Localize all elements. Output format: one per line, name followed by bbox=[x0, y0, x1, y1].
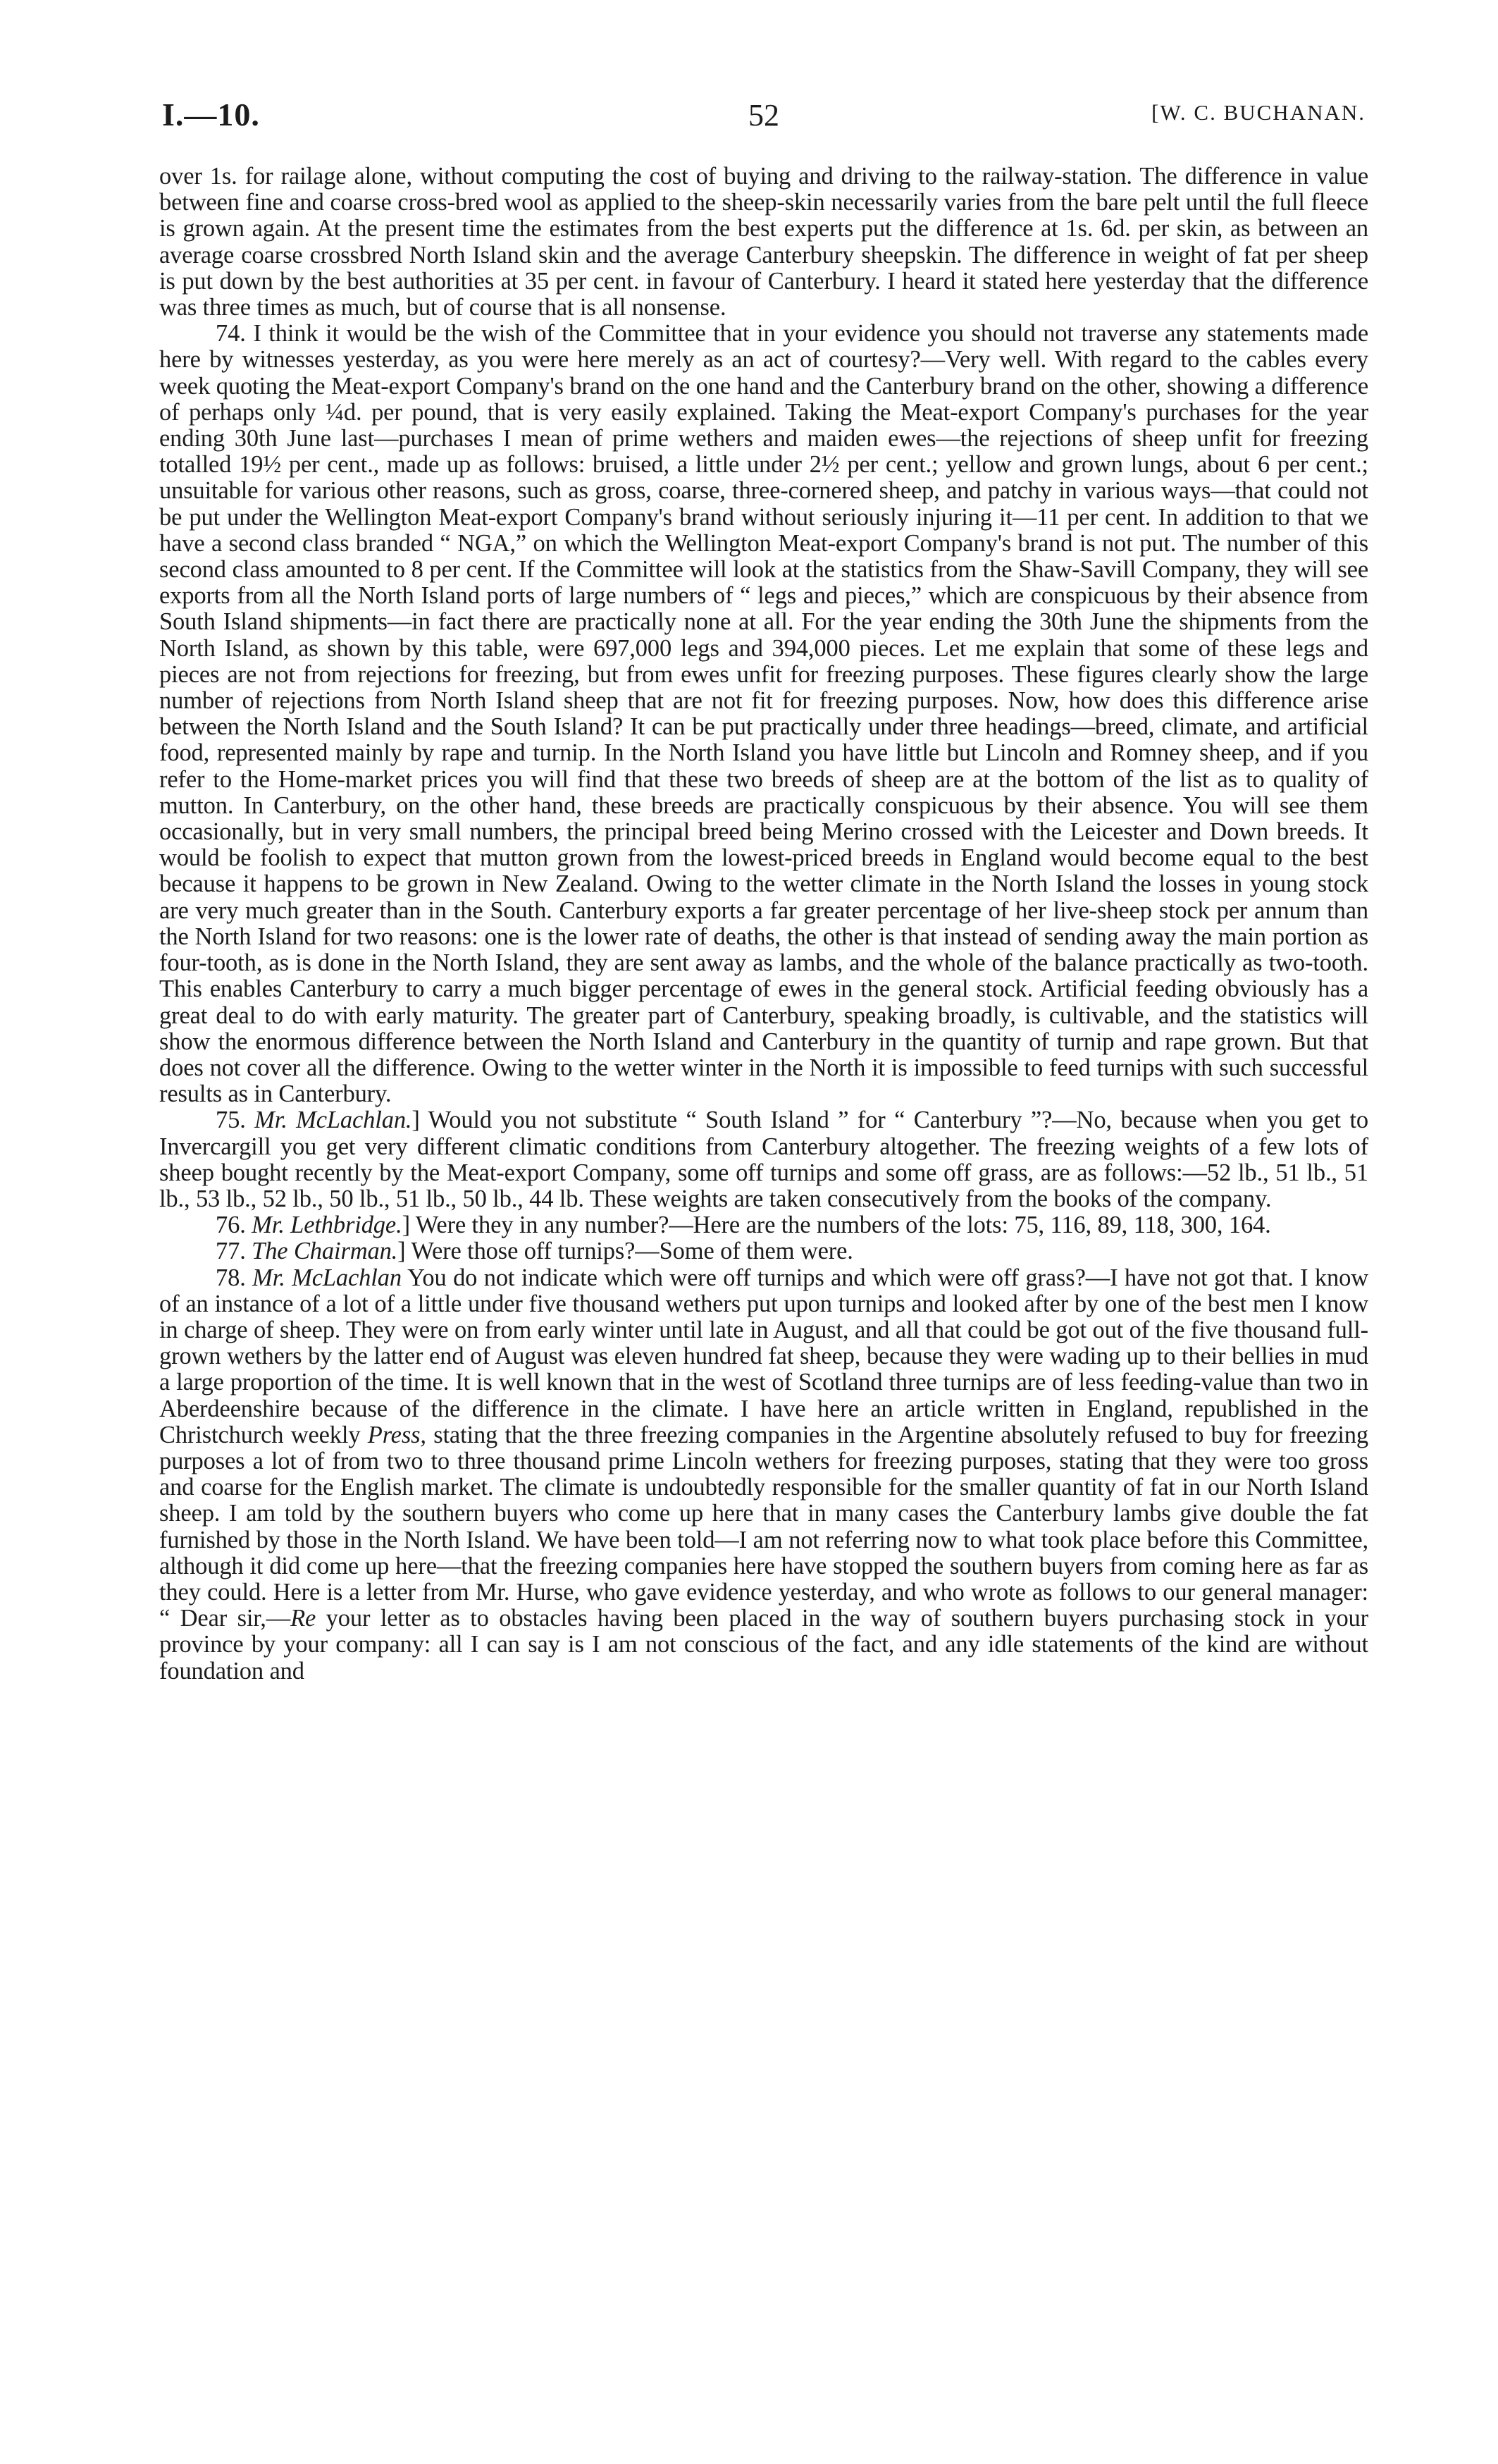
question-75 bbox=[159, 1107, 1368, 1212]
evidence-body bbox=[159, 164, 1368, 1684]
page-number: 52 bbox=[748, 98, 779, 133]
paragraph-text: stating that the three freezing companies in the Argentine absolutely refused to buy for freezing purposes a lot of from two to three thousand prime Lincoln wethers for freezing purposes, stating that they were too gross and coarse for the English market. The climate is undoubtedly responsible for the smaller quantity of fat in our North Island sheep. I am told by the southern buyers who come up here that in many cases the Canterbury lambs give double the fat furnished by those in the North Island. We have been told—I am not referring now to what took place before this Committee, although it did come up here—that the freezing companies here have stopped the southern buyers from coming here as far as they could. Here is a letter from Mr. Hurse, who gave evidence yesterday, and who wrote as follows to our general manager: “ Dear sir,— bbox=[159, 1421, 1369, 1632]
question-77 bbox=[159, 1238, 1368, 1264]
speaker-name: The Chairman. bbox=[252, 1238, 398, 1265]
parliamentary-paper-reference: I.—10. bbox=[162, 97, 260, 133]
question-number: 78. bbox=[216, 1264, 246, 1291]
page-header bbox=[162, 96, 1366, 138]
paragraph-text: over 1s. for railage alone, without computing the cost of buying and driving to the railway-station. The difference in value between fine and coarse cross-bred wool as applied to the sheep-skin necessarily varies from the bare pelt until the full fleece is grown again. At the present time the estimates from the best experts put the difference at 1s. 6d. per skin, as between an average coarse crossbred North Island skin and the average Canterbury sheepskin. The difference in weight of fat per sheep is put down by the best authorities at 35 per cent. in favour of Canterbury. I heard it stated here yesterday that the difference was three times as much, but of course that is all nonsense. bbox=[159, 163, 1368, 321]
paragraph-text: your letter as to obstacles having been placed in the way of southern buyers purchasing stock in your province by your company: all I can say is I am not conscious of the fact, and any idle statements of the kind are without foundation and bbox=[159, 1605, 1368, 1684]
question-number: 76. bbox=[216, 1212, 246, 1239]
paragraph-text: You do not indicate which were off turnips and which were off grass?—I have not got that. I know of an instance of a lot of a little under five thousand wethers put upon turnips and looked after by one of the best men I know in charge of sheep. They were on from early winter until late in August, and all that could be got out of the five thousand full-grown wethers by the latter end of August was eleven hundred fat sheep, because they were wading up to their bellies in mud a large proportion of the time. It is well known that in the west of Scotland three turnips are of less feeding-value than two in Aberdeenshire because of the difference in the climate. I have here an article written in England, republished in the Christchurch weekly bbox=[159, 1264, 1368, 1448]
question-78 bbox=[159, 1265, 1368, 1684]
question-74 bbox=[159, 321, 1368, 1107]
question-76 bbox=[159, 1212, 1368, 1238]
paragraph-text: ] Would you not substitute “ South Island ” for “ Canterbury ”?—No, because when you get to Invercargill you get very different climatic conditions from Canterbury altogether. The freezing weights of a few lots of sheep bought recently by the Meat-export Company, some off turnips and some off grass, are as follows:—52 lb., 51 lb., 51 lb., 53 lb., 52 lb., 50 lb., 51 lb., 50 lb., 44 lb. These weights are taken consecutively from the books of the company. bbox=[159, 1107, 1368, 1212]
letter-re: Re bbox=[290, 1605, 316, 1632]
question-number: 77. bbox=[216, 1238, 246, 1265]
speaker-name: Mr. McLachlan. bbox=[254, 1107, 412, 1134]
newspaper-title: Press, bbox=[367, 1421, 426, 1448]
question-number: 75. bbox=[216, 1107, 246, 1134]
paragraph-text: 74. I think it would be the wish of the Committee that in your evidence you should not traverse any statements made here by witnesses yesterday, as you were here merely as an act of courtesy?—Very well. With regard to the cables every week quoting the Meat-export Company's brand on the one hand and the Canterbury brand on the other, showing a difference of perhaps only ¼d. per pound, that is very easily explained. Taking the Meat-export Company's purchases for the year ending 30th June last—purchases I mean of prime wethers and maiden ewes—the rejections of sheep unfit for freezing totalled 19½ per cent., made up as follows: bruised, a little under 2½ per cent.; yellow and grown lungs, about 6 per cent.; unsuitable for various other reasons, such as gross, coarse, three-cornered sheep, and patchy in various ways—that could not be put under the Wellington Meat-export Company's brand without seriously injuring it—11 per cent. In addition to that we have a second class branded “ NGA,” on which the Wellington Meat-export Company's brand is not put. The number of this second class amounted to 8 per cent. If the Committee will look at the statistics from the Shaw-Savill Company, they will see exports from all the North Island ports of large numbers of “ legs and pieces,” which are conspicuous by their absence from South Island shipments—in fact there are practically none at all. For the year ending the 30th June the shipments from the North Island, as shown by this table, were 697,000 legs and 394,000 pieces. Let me explain that some of these legs and pieces are not from rejections for freezing, but from ewes unfit for freezing purposes. These figures clearly show the large number of rejections from North Island sheep that are not fit for freezing purposes. Now, how does this difference arise between the North Island and the South Island? It can be put practically under three headings—breed, climate, and artificial food, represented mainly by rape and turnip. In the North Island you have little but Lincoln and Romney sheep, and if you refer to the Home-market prices you will find that these two breeds of sheep are at the bottom of the list as to quality of mutton. In Canterbury, on the other hand, these breeds are practically conspicuous by their absence. You will see them occasionally, but in very small numbers, the principal breed being Merino crossed with the Leicester and Down breeds. It would be foolish to expect that mutton grown from the lowest-priced breeds in England would become equal to the best because it happens to be grown in New Zealand. Owing to the wetter climate in the North Island the losses in young stock are very much greater than in the South. Canterbury exports a far greater percentage of her live-sheep stock per annum than the North Island for two reasons: one is the lower rate of deaths, the other is that instead of sending away the main portion as four-tooth, as is done in the North Island, they are sent away as lambs, and the whole of the balance practically as two-tooth. This enables Canterbury to carry a much bigger percentage of ewes in the general stock. Artificial feeding obviously has a great deal to do with early maturity. The greater part of Canterbury, speaking broadly, is cultivable, and the statistics will show the enormous difference between the North Island and Canterbury in the quantity of turnip and rape grown. But that does not cover all the difference. Owing to the wetter winter in the North it is impossible to feed turnips with such successful results as in Canterbury. bbox=[159, 320, 1368, 1108]
paragraph-text: ] Were those off turnips?—Some of them were. bbox=[397, 1238, 853, 1265]
paragraph-text: ] Were they in any number?—Here are the numbers of the lots: 75, 116, 89, 118, 300, 164. bbox=[402, 1212, 1271, 1239]
speaker-name: Mr. Lethbridge. bbox=[252, 1212, 402, 1239]
continued-paragraph bbox=[159, 164, 1368, 321]
speaker-name: Mr. McLachlan bbox=[252, 1264, 402, 1291]
witness-name: [W. C. BUCHANAN. bbox=[1151, 100, 1366, 125]
